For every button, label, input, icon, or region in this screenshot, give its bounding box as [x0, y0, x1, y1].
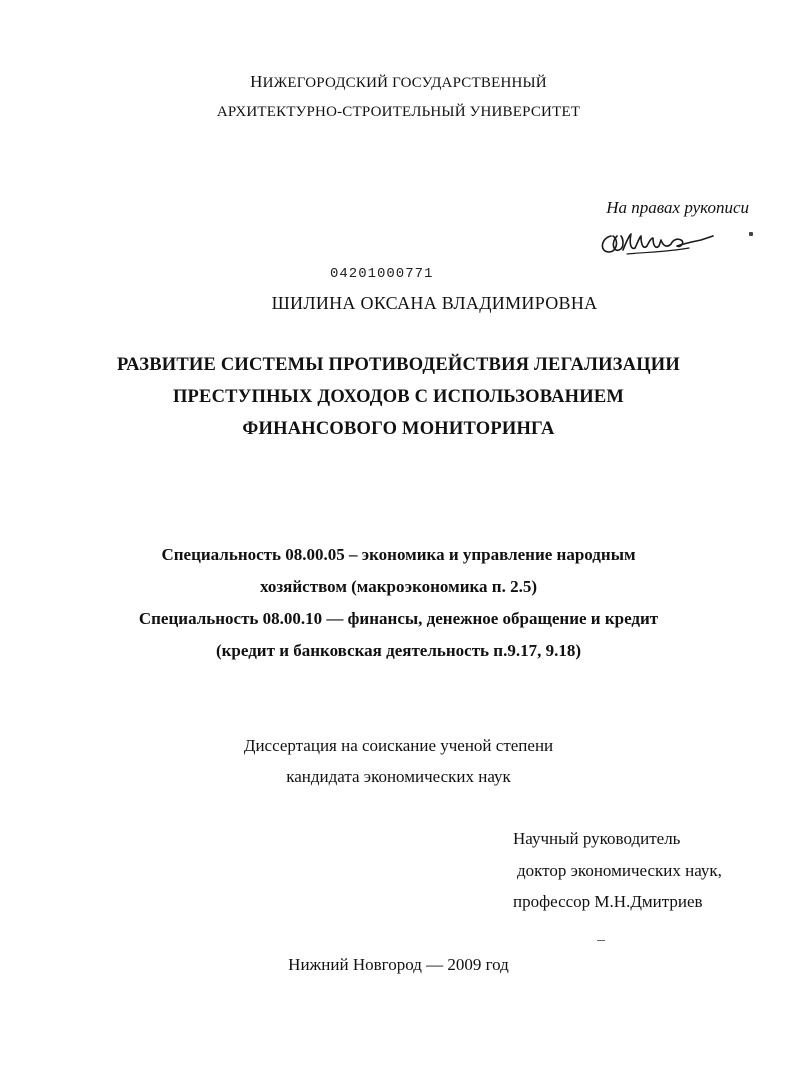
- dissertation-title-line1: РАЗВИТИЕ СИСТЕМЫ ПРОТИВОДЕЙСТВИЯ ЛЕГАЛИЗАЦИИ: [117, 355, 680, 375]
- manuscript-note: На правах рукописи: [606, 198, 749, 217]
- specialty-line4: (кредит и банковская деятельность п.9.17, 9.18): [215, 641, 582, 660]
- university-name-line2: АРХИТЕКТУРНО-СТРОИТЕЛЬНЫЙ УНИВЕРСИТЕТ: [216, 104, 581, 120]
- specialty-line1: Специальность 08.00.05 – экономика и управление народным: [161, 545, 636, 564]
- specialty-line2: хозяйством (макроэкономика п. 2.5): [260, 577, 537, 596]
- university-name-initial: Н: [250, 72, 263, 91]
- serial-number: 04201000771: [330, 266, 434, 282]
- supervisor-line1: Научный руководитель: [513, 829, 681, 848]
- specialty-line3: Специальность 08.00.10 — финансы, денежное обращение и кредит: [138, 609, 659, 628]
- signature-image: [597, 222, 715, 260]
- dissertation-title-line3: ФИНАНСОВОГО МОНИТОРИНГА: [242, 419, 555, 439]
- supervisor-line2: доктор экономических наук,: [517, 861, 722, 880]
- supervisor-line3: профессор М.Н.Дмитриев: [513, 892, 703, 911]
- scan-dot: [749, 232, 753, 236]
- scan-mark: [597, 940, 605, 941]
- degree-line2: кандидата экономических наук: [286, 767, 511, 786]
- author-name: ШИЛИНА ОКСАНА ВЛАДИМИРОВНА: [271, 293, 598, 313]
- city-year: Нижний Новгород — 2009 год: [288, 955, 509, 974]
- degree-line1: Диссертация на соискание ученой степени: [243, 736, 554, 755]
- university-name-line1: [0, 72, 797, 92]
- university-name-rest: ИЖЕГОРОДСКИЙ ГОСУДАРСТВЕННЫЙ: [262, 75, 547, 91]
- dissertation-title-line2: ПРЕСТУПНЫХ ДОХОДОВ С ИСПОЛЬЗОВАНИЕМ: [172, 387, 625, 407]
